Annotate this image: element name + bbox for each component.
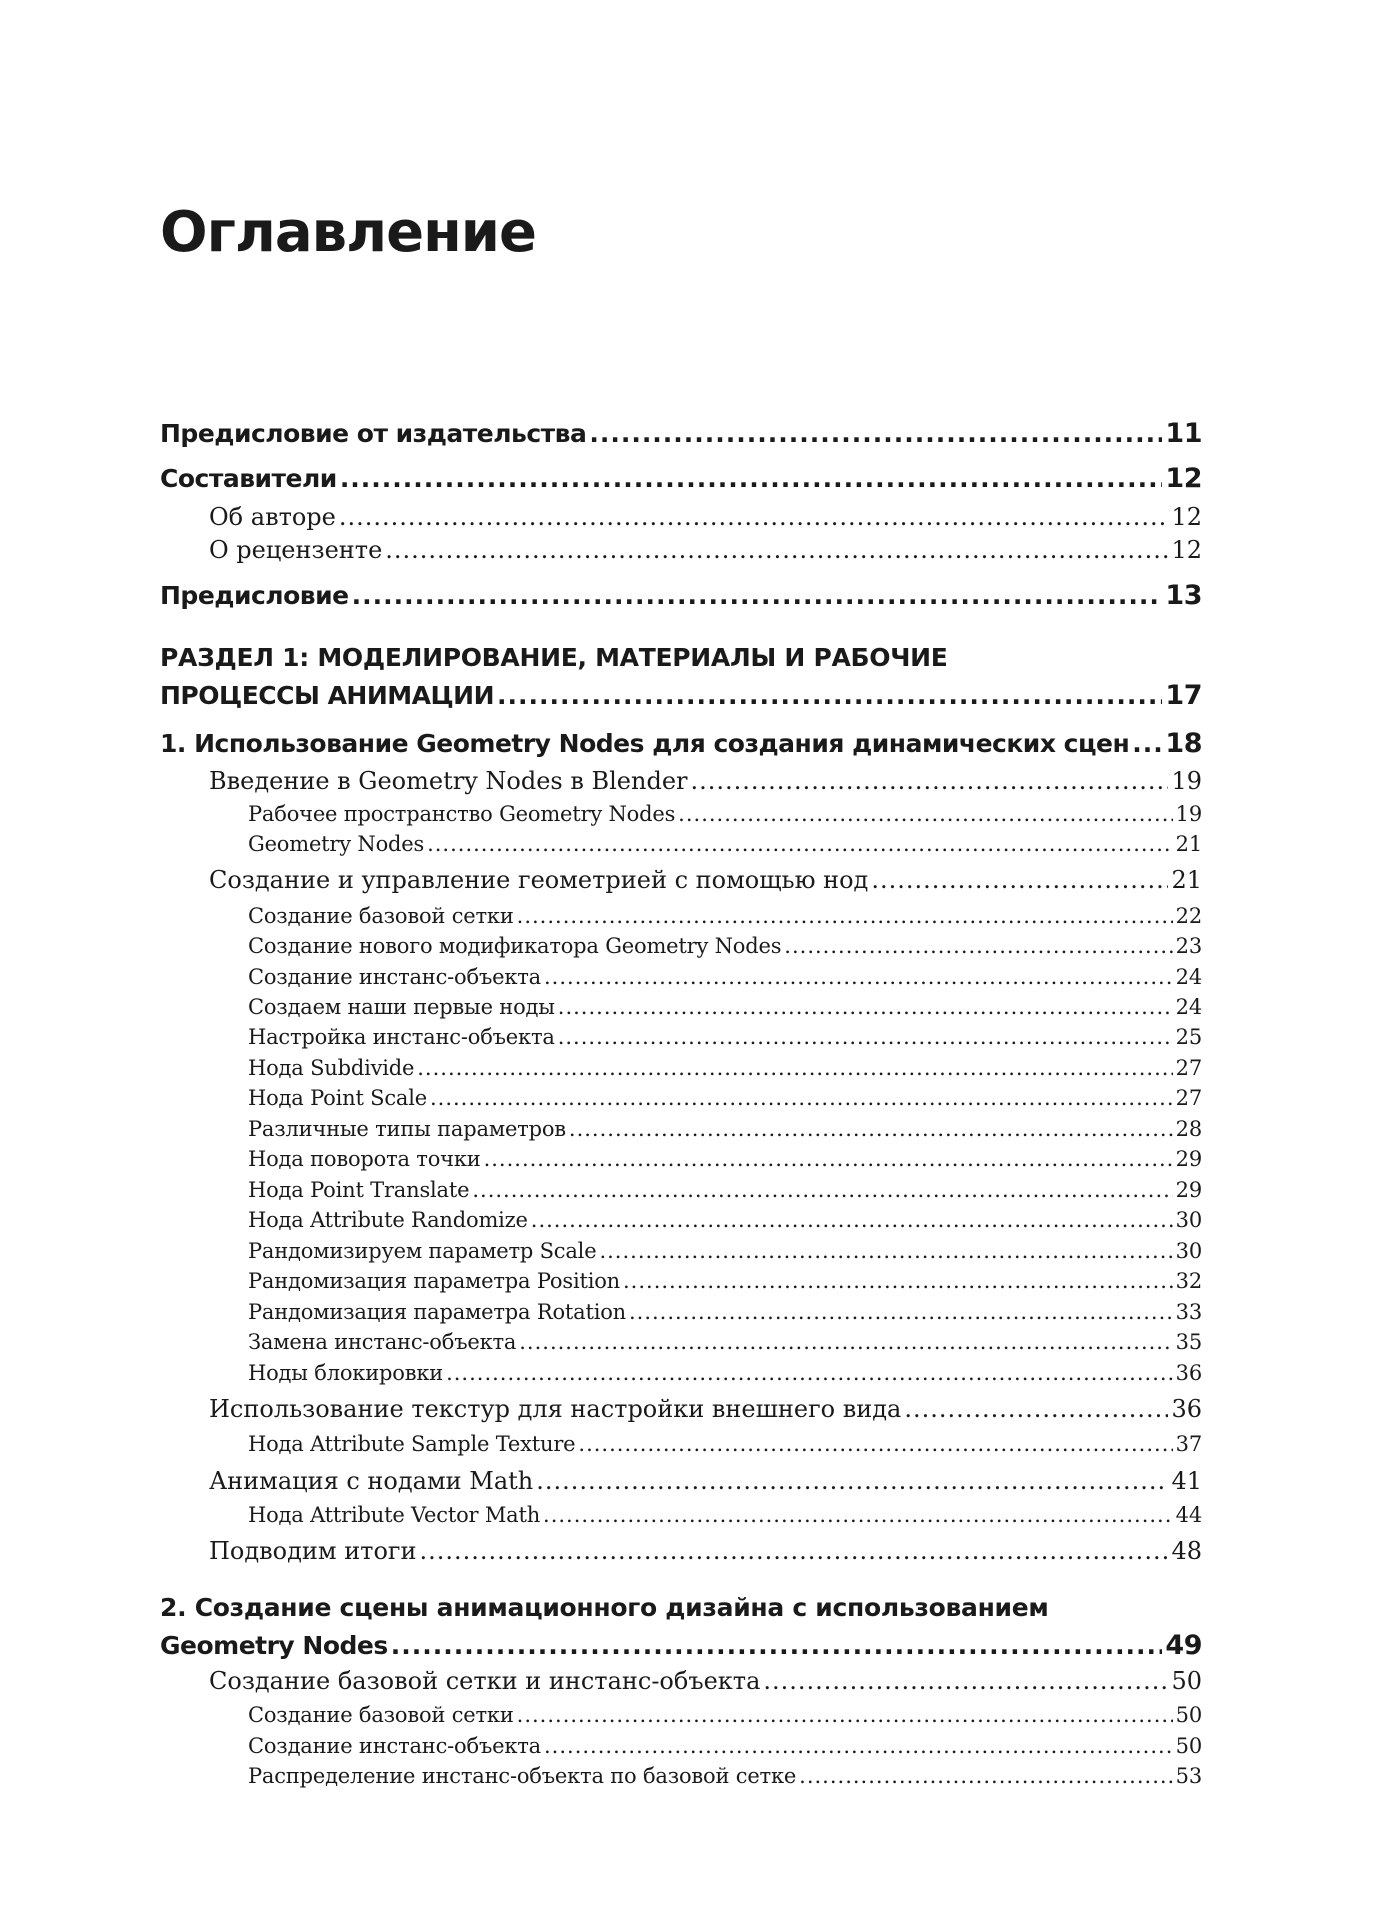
dot-leader	[472, 1178, 1172, 1202]
toc-entry-page: 12	[1171, 503, 1202, 531]
toc-entry-title: Подводим итоги	[209, 1537, 417, 1565]
toc-entry-page: 19	[1175, 802, 1202, 826]
dot-leader	[427, 832, 1173, 856]
toc-entry[interactable]	[209, 1467, 1202, 1495]
toc-entry-page: 50	[1175, 1734, 1202, 1758]
toc-entry-page: 29	[1175, 1178, 1202, 1202]
toc-entry-title: Использование текстур для настройки внешнего вида	[209, 1395, 902, 1423]
toc-entry[interactable]	[160, 580, 1202, 611]
toc-entry[interactable]	[248, 832, 1202, 856]
toc-entry-page: 28	[1175, 1117, 1202, 1141]
dot-leader	[623, 1269, 1173, 1293]
toc-entry-title: Создание базовой сетки	[248, 904, 514, 928]
toc-entry-title: Создание и управление геометрией с помощью нод	[209, 866, 869, 894]
toc-entry-title: Ноды блокировки	[248, 1361, 444, 1385]
toc-entry[interactable]	[248, 965, 1202, 989]
toc-entry[interactable]	[248, 1734, 1202, 1758]
toc-entry[interactable]	[209, 536, 1202, 564]
dot-leader	[569, 1117, 1173, 1141]
toc-entry-page: 17	[1165, 680, 1202, 711]
dot-leader	[497, 681, 1162, 710]
toc-entry-page: 12	[1171, 536, 1202, 564]
toc-entry-title: Замена инстанс-объекта	[248, 1330, 517, 1354]
toc-entry-title: ПРОЦЕССЫ АНИМАЦИИ	[160, 681, 495, 710]
toc-entry[interactable]	[248, 904, 1202, 928]
toc-entry-title: Нода Point Scale	[248, 1086, 427, 1110]
toc-entry[interactable]	[248, 995, 1202, 1019]
toc-entry-page: 21	[1171, 866, 1202, 894]
toc-entry-title: Настройка инстанс-объекта	[248, 1025, 555, 1049]
dot-leader	[578, 1432, 1172, 1456]
toc-entry-page: 30	[1175, 1239, 1202, 1263]
toc-entry[interactable]	[248, 1208, 1202, 1232]
toc-entry-page: 23	[1175, 934, 1202, 958]
toc-entry[interactable]	[160, 1630, 1202, 1661]
toc-entry-title: Создаем наши первые ноды	[248, 995, 555, 1019]
toc-entry-page: 11	[1165, 418, 1202, 449]
toc-entry-page: 13	[1165, 580, 1202, 611]
toc-entry[interactable]	[160, 680, 1202, 711]
toc-entry-page: 48	[1171, 1537, 1202, 1565]
toc-entry-page: 22	[1175, 904, 1202, 928]
toc-entry-title: Создание инстанс-объекта	[248, 1734, 541, 1758]
dot-leader	[1132, 729, 1162, 758]
dot-leader	[904, 1395, 1168, 1423]
toc-entry-page: 36	[1171, 1395, 1202, 1423]
dot-leader	[352, 581, 1163, 610]
toc-entry-page: 18	[1165, 728, 1202, 759]
dot-leader	[517, 1703, 1173, 1727]
toc-entry-page: 32	[1175, 1269, 1202, 1293]
toc-entry-page: 27	[1175, 1056, 1202, 1080]
toc-entry[interactable]	[248, 1269, 1202, 1293]
dot-leader	[531, 1208, 1173, 1232]
toc-entry-page: 50	[1171, 1667, 1202, 1695]
toc-entry-page: 30	[1175, 1208, 1202, 1232]
toc-entry-title: Рабочее пространство Geometry Nodes	[248, 802, 676, 826]
dot-leader	[519, 1330, 1172, 1354]
toc-entry-title: Различные типы параметров	[248, 1117, 566, 1141]
toc-entry-title: Geometry Nodes	[160, 1631, 388, 1660]
toc-entry-page: 33	[1175, 1300, 1202, 1324]
toc-entry-title: Об авторе	[209, 503, 336, 531]
toc-chapter-title-line: 2. Создание сцены анимационного дизайна с использованием	[160, 1593, 1049, 1622]
toc-entry-page: 12	[1165, 463, 1202, 494]
dot-leader	[385, 536, 1168, 564]
toc-entry-title: Нода Subdivide	[248, 1056, 415, 1080]
toc-entry-page: 21	[1175, 832, 1202, 856]
toc-entry-title: Создание инстанс-объекта	[248, 965, 541, 989]
toc-entry-page: 25	[1175, 1025, 1202, 1049]
toc-entry-page: 50	[1175, 1703, 1202, 1727]
toc-entry-title: Создание базовой сетки и инстанс-объекта	[209, 1667, 761, 1695]
toc-entry-page: 44	[1175, 1503, 1202, 1527]
toc-entry-title: 1. Использование Geometry Nodes для создания динамических сцен	[160, 729, 1130, 758]
dot-leader	[544, 1734, 1173, 1758]
toc-entry-page: 27	[1175, 1086, 1202, 1110]
toc-entry-page: 35	[1175, 1330, 1202, 1354]
dot-leader	[871, 866, 1168, 894]
toc-entry-page: 49	[1165, 1630, 1202, 1661]
toc-entry-title: Введение в Geometry Nodes в Blender	[209, 767, 688, 795]
toc-entry[interactable]	[248, 1703, 1202, 1727]
toc-entry[interactable]	[160, 418, 1202, 449]
toc-entry[interactable]	[209, 503, 1202, 531]
dot-leader	[763, 1667, 1168, 1695]
toc-entry-title: Распределение инстанс-объекта по базовой сетке	[248, 1764, 797, 1788]
toc-entry-title: Предисловие от издательства	[160, 419, 587, 448]
toc-entry[interactable]	[248, 1086, 1202, 1110]
dot-leader	[517, 904, 1173, 928]
toc-entry[interactable]	[248, 802, 1202, 826]
dot-leader	[419, 1537, 1168, 1565]
toc-entry-page: 24	[1175, 995, 1202, 1019]
toc-entry[interactable]	[248, 1361, 1202, 1385]
dot-leader	[599, 1239, 1172, 1263]
toc-entry[interactable]	[248, 1056, 1202, 1080]
toc-entry[interactable]	[209, 1395, 1202, 1423]
toc-entry-title: Создание базовой сетки	[248, 1703, 514, 1727]
toc-entry[interactable]	[248, 1330, 1202, 1354]
toc-entry[interactable]	[248, 1147, 1202, 1171]
toc-entry[interactable]	[248, 1432, 1202, 1456]
dot-leader	[391, 1631, 1163, 1660]
toc-entry-title: Нода Attribute Sample Texture	[248, 1432, 576, 1456]
toc-entry-title: Анимация с нодами Math	[209, 1467, 534, 1495]
toc-entry[interactable]	[160, 728, 1202, 759]
dot-leader	[543, 1503, 1173, 1527]
dot-leader	[678, 802, 1173, 826]
toc-entry[interactable]	[248, 1300, 1202, 1324]
toc-entry[interactable]	[209, 866, 1202, 894]
toc-entry-title: Нода Attribute Vector Math	[248, 1503, 541, 1527]
dot-leader	[629, 1300, 1173, 1324]
toc-entry-page: 41	[1171, 1467, 1202, 1495]
toc-entry[interactable]	[209, 1537, 1202, 1565]
toc-entry[interactable]	[248, 1117, 1202, 1141]
dot-leader	[417, 1056, 1172, 1080]
page-title: Оглавление	[160, 200, 537, 265]
toc-entry-title: Нода поворота точки	[248, 1147, 481, 1171]
dot-leader	[799, 1764, 1173, 1788]
toc-entry-title: О рецензенте	[209, 536, 383, 564]
toc-entry-title: Составители	[160, 464, 337, 493]
toc-entry[interactable]	[209, 1667, 1202, 1695]
dot-leader	[536, 1467, 1168, 1495]
dot-leader	[589, 419, 1162, 448]
dot-leader	[340, 464, 1163, 493]
dot-leader	[558, 1025, 1173, 1049]
dot-leader	[558, 995, 1173, 1019]
toc-entry-page: 29	[1175, 1147, 1202, 1171]
toc-entry-title: Рандомизируем параметр Scale	[248, 1239, 597, 1263]
dot-leader	[784, 934, 1172, 958]
toc-entry[interactable]	[248, 1025, 1202, 1049]
toc-entry-title: Рандомизация параметра Position	[248, 1269, 620, 1293]
toc-entry-title: Нода Attribute Randomize	[248, 1208, 528, 1232]
toc-entry-title: Geometry Nodes	[248, 832, 425, 856]
toc-entry[interactable]	[248, 1239, 1202, 1263]
toc-entry[interactable]	[160, 463, 1202, 494]
dot-leader	[544, 965, 1173, 989]
toc-entry-page: 36	[1175, 1361, 1202, 1385]
table-of-contents	[160, 0, 1202, 1929]
toc-entry[interactable]	[248, 934, 1202, 958]
toc-entry[interactable]	[209, 767, 1202, 795]
dot-leader	[430, 1086, 1173, 1110]
dot-leader	[691, 767, 1169, 795]
toc-entry[interactable]	[248, 1503, 1202, 1527]
toc-entry-title: Предисловие	[160, 581, 349, 610]
toc-entry-page: 19	[1171, 767, 1202, 795]
toc-section-title-line: РАЗДЕЛ 1: МОДЕЛИРОВАНИЕ, МАТЕРИАЛЫ И РАБОЧИЕ	[160, 643, 948, 672]
toc-entry-page: 37	[1175, 1432, 1202, 1456]
toc-entry[interactable]	[248, 1178, 1202, 1202]
toc-entry-title: Нода Point Translate	[248, 1178, 470, 1202]
dot-leader	[339, 503, 1169, 531]
toc-entry-page: 53	[1175, 1764, 1202, 1788]
toc-entry-title: Рандомизация параметра Rotation	[248, 1300, 626, 1324]
toc-entry[interactable]	[248, 1764, 1202, 1788]
dot-leader	[484, 1147, 1173, 1171]
toc-entry-title: Создание нового модификатора Geometry Nodes	[248, 934, 782, 958]
toc-entry-page: 24	[1175, 965, 1202, 989]
dot-leader	[446, 1361, 1173, 1385]
